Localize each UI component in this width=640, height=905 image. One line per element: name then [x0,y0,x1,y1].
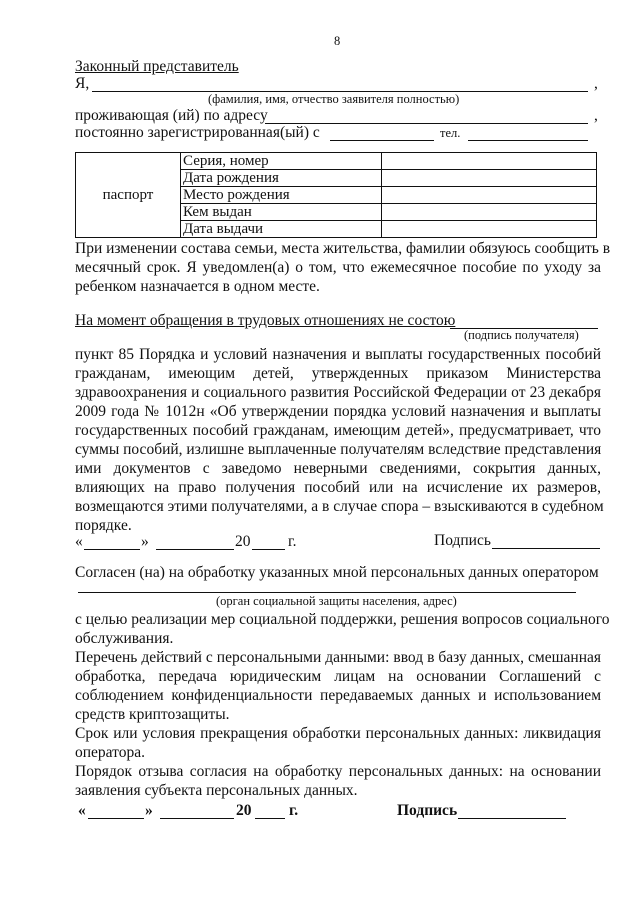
recipient-signature-hint: (подпись получателя) [464,328,579,342]
year-prefix: 20 [236,802,252,819]
law-line: порядке. [75,517,132,534]
address-label: проживающая (ий) по адресу [75,107,268,124]
law-line: суммы пособий, излишне выплаченные получателям вследствие представления [75,441,602,458]
passport-field-label: Место рождения [181,187,382,204]
consent-line: обработка, передача юридическим лицам на основании Соглашений с [75,668,601,685]
signature-field[interactable] [458,818,566,819]
month-field[interactable] [160,818,234,819]
law-line: пункт 85 Порядка и условий назначения и выплаты государственных пособий [75,346,601,363]
day-field[interactable] [88,818,144,819]
year-prefix: 20 [235,533,251,550]
passport-row [76,153,597,170]
day-field[interactable] [84,549,140,550]
notice-line: При изменении состава семьи, места жительства, фамилии обязуюсь сообщить в [75,240,611,257]
comma-2: , [594,107,598,124]
passport-field-label: Дата выдачи [181,221,382,238]
year-field[interactable] [255,818,285,819]
name-hint: (фамилия, имя, отчество заявителя полностью) [208,92,460,106]
signature-field[interactable] [492,548,600,549]
consent-line: заявления субъекта персональных данных. [75,782,358,799]
year-suffix: г. [289,802,299,819]
passport-field-label: Дата рождения [181,170,382,187]
passport-series-input[interactable] [382,153,597,170]
quote-close: » [141,533,149,550]
passport-issue-date-input[interactable] [382,221,597,238]
registered-label: постоянно зарегистрированная(ый) с [75,124,320,141]
consent-line: средств криптозащиты. [75,706,230,723]
passport-field-label: Серия, номер [181,153,382,170]
consent-statement: Согласен (на) на обработку указанных мной персональных данных оператором [75,564,599,581]
operator-hint: (орган социальной защиты населения, адрес) [216,594,457,608]
notice-line: месячный срок. Я уведомлен(а) о том, что ежемесячное пособие по уходу за [75,259,601,276]
law-line: ими документов с заведомо неверными сведениями, сокрытия данных, [75,460,601,477]
law-line: 2009 года № 1012н «Об утверждении порядка условий назначения и выплаты [75,403,601,420]
phone-field[interactable] [468,140,588,141]
section-title: Законный представитель [75,58,239,75]
consent-line: Перечень действий с персональными данными: ввод в базу данных, смешанная [75,649,601,666]
consent-line: Срок или условия прекращения обработки персональных данных: ликвидация [75,725,601,742]
ya-label: Я, [75,75,90,92]
passport-birthdate-input[interactable] [382,170,597,187]
law-line: влияющих на право получения пособий или на исчисление их размеров, [75,479,601,496]
operator-field[interactable] [78,592,576,593]
passport-birthplace-input[interactable] [382,187,597,204]
consent-line: соблюдением конфиденциальности передаваемых данных и использованием [75,687,601,704]
passport-label: паспорт [76,153,181,238]
tel-label: тел. [440,126,461,140]
quote-open: « [78,802,86,819]
signature-label: Подпись [397,802,458,819]
passport-field-label: Кем выдан [181,204,382,221]
passport-table [75,152,597,238]
month-field[interactable] [156,549,234,550]
law-line: гражданам, имеющим детей, утвержденных приказом Министерства [75,365,601,382]
law-line: государственных пособий гражданам, имеющим детей», предусматривает, что [75,422,601,439]
quote-close: » [145,802,153,819]
notice-line: ребенком назначается в одном месте. [75,278,320,295]
passport-issuer-input[interactable] [382,204,597,221]
year-suffix: г. [288,533,297,550]
registered-date-field[interactable] [330,140,434,141]
year-field[interactable] [252,549,285,550]
consent-line: с целью реализации мер социальной поддержки, решения вопросов социального [75,611,610,628]
signature-label: Подпись [434,532,491,549]
employment-statement: На момент обращения в трудовых отношениях не состою [75,312,456,329]
law-line: здравоохранения и социального развития Российской Федерации от 23 декабря [75,384,601,401]
consent-line: оператора. [75,744,145,761]
law-line: возмещаются этими получателями, а в случае спора – взыскиваются в судебном [75,498,604,515]
consent-line: Порядок отзыва согласия на обработку персональных данных: на основании [75,763,601,780]
consent-line: обслуживания. [75,630,174,647]
quote-open: « [75,533,83,550]
comma-1: , [594,75,598,92]
page-number: 8 [334,34,341,48]
